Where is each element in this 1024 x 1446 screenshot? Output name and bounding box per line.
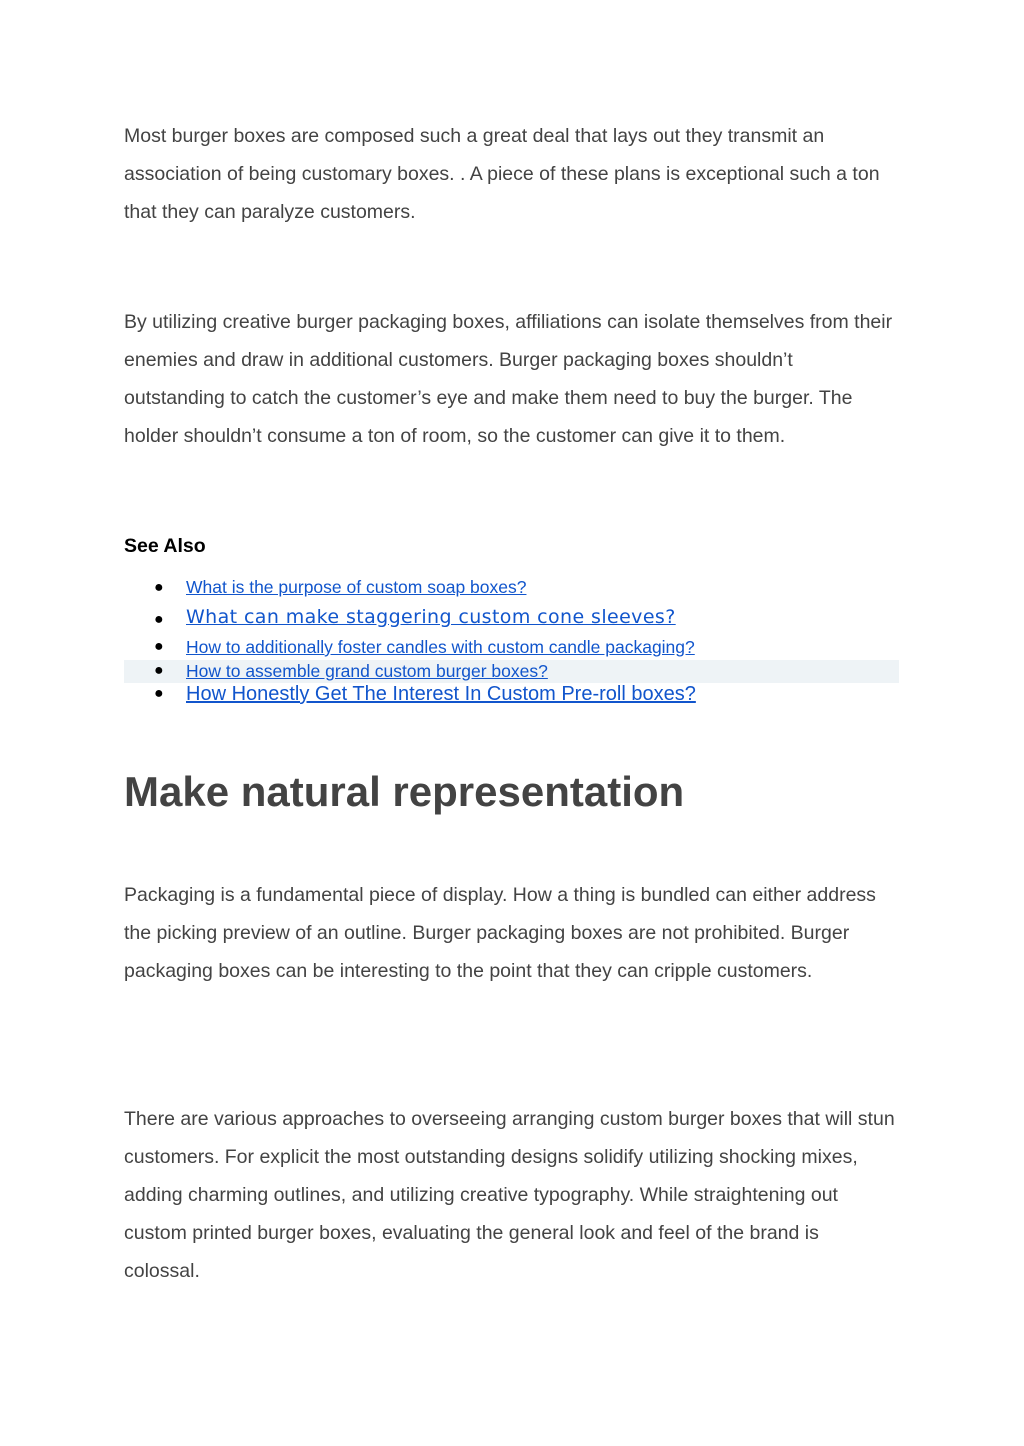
link-custom-soap-boxes[interactable]: What is the purpose of custom soap boxes? <box>186 577 527 597</box>
paragraph-design-approaches: There are various approaches to overseeing arranging custom burger boxes that will stun customers. For explicit the most outstanding designs solidify utilizing shocking mixes, adding charming outlines, and utilizing creative typography. While straightening out custom printed burger boxes, evaluating the general look and feel of the brand is colossal. <box>124 1108 895 1282</box>
bullet-icon: ● <box>154 685 164 702</box>
list-item <box>124 635 899 659</box>
link-custom-candle-packaging[interactable]: How to additionally foster candles with custom candle packaging? <box>186 637 695 657</box>
link-custom-cone-sleeves[interactable]: What can make staggering custom cone sleeves? <box>186 606 676 628</box>
list-item <box>124 660 899 683</box>
paragraph-creative-packaging: By utilizing creative burger packaging boxes, affiliations can isolate themselves from their enemies and draw in additional customers. Burger packaging boxes shouldn’t outstanding to catch the customer’s eye and make them need to buy the burger. The holder shouldn’t consume a ton of room, so the customer can give it to them. <box>124 311 893 447</box>
paragraph-packaging-display: Packaging is a fundamental piece of display. How a thing is bundled can either address the picking preview of an outline. Burger packaging boxes are not prohibited. Burger packaging boxes can be interesting to the point that they can cripple customers. <box>124 884 876 982</box>
list-item <box>124 683 899 709</box>
link-custom-pre-roll-boxes[interactable]: How Honestly Get The Interest In Custom Pre-roll boxes? <box>186 683 696 705</box>
bullet-icon: ● <box>154 579 164 596</box>
link-custom-burger-boxes[interactable]: How to assemble grand custom burger boxes? <box>186 661 548 681</box>
section-heading: Make natural representation <box>124 768 685 815</box>
bullet-icon: ● <box>154 662 164 679</box>
list-item <box>124 575 899 601</box>
list-item <box>124 605 899 635</box>
paragraph-intro: Most burger boxes are composed such a great deal that lays out they transmit an association of being customary boxes. . A piece of these plans is exceptional such a ton that they can paralyze customers. <box>124 125 880 223</box>
bullet-icon: ● <box>154 611 164 628</box>
see-also-heading: See Also <box>124 535 206 557</box>
bullet-icon: ● <box>154 638 164 655</box>
